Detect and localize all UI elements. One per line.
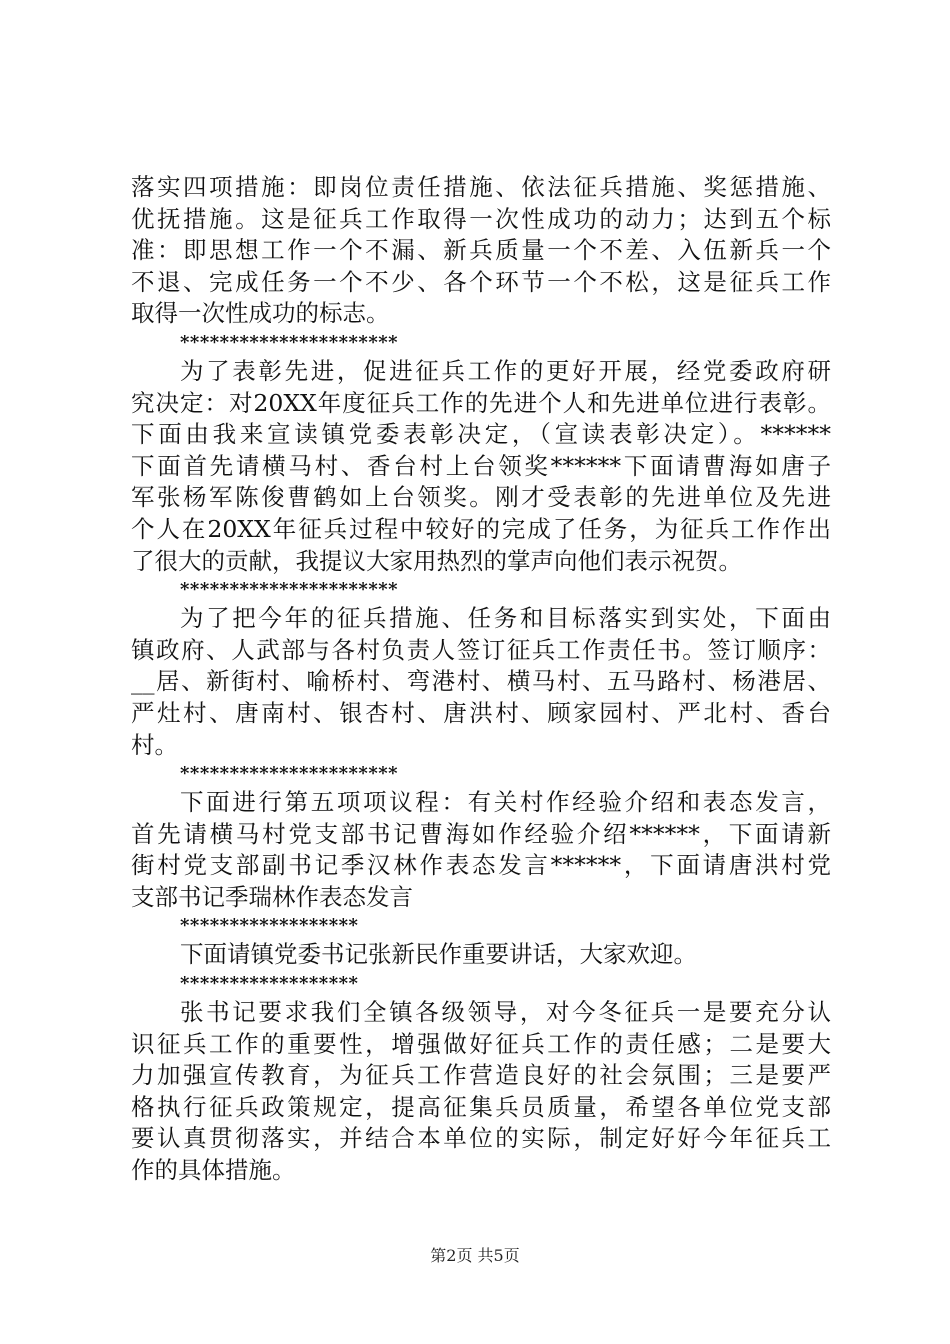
paragraph-line: 准：即思想工作一个不漏、新兵质量一个不差、入伍新兵一个: [131, 236, 831, 265]
paragraph-line: 首先请横马村党支部书记曹海如作经验介绍******，下面请新: [131, 819, 831, 848]
paragraph-line: 严灶村、唐南村、银杏村、唐洪村、顾家园村、严北村、香台: [131, 698, 831, 727]
paragraph-line: 下面进行第五项项议程：有关村作经验介绍和表态发言，: [180, 788, 831, 817]
paragraph-line: 张书记要求我们全镇各级领导，对今冬征兵一是要充分认: [180, 998, 831, 1027]
paragraph-line: 下面由我来宣读镇党委表彰决定，（宣读表彰决定）。******: [131, 420, 831, 449]
paragraph-line: 了很大的贡献，我提议大家用热烈的掌声向他们表示祝贺。: [131, 546, 742, 575]
paragraph: [131, 172, 831, 330]
paragraph-line: 下面请镇党委书记张新民作重要讲话，大家欢迎。: [180, 940, 697, 969]
paragraph-line: 优抚措施。这是征兵工作取得一次性成功的动力；达到五个标: [131, 204, 831, 233]
paragraph-line: 力加强宣传教育，为征兵工作营造良好的社会氛围；三是要严: [131, 1061, 831, 1090]
paragraph: [131, 997, 831, 1187]
paragraph-line: 究决定：对20XX年度征兵工作的先进个人和先进单位进行表彰。: [131, 388, 831, 417]
paragraph: [131, 356, 831, 577]
paragraph: [131, 787, 831, 913]
paragraph-line: 落实四项措施：即岗位责任措施、依法征兵措施、奖惩措施、: [131, 173, 831, 201]
paragraph-line: 识征兵工作的重要性，增强做好征兵工作的责任感；二是要大: [131, 1029, 831, 1058]
paragraph-line: 军张杨军陈俊曹鹤如上台领奖。刚才受表彰的先进单位及先进: [131, 483, 831, 512]
paragraph-line: 村。: [131, 730, 178, 759]
paragraph-line: 下面首先请横马村、香台村上台领奖******下面请曹海如唐子: [131, 451, 831, 480]
paragraph-line: __居、新街村、喻桥村、弯港村、横马村、五马路村、杨港居、: [131, 667, 831, 696]
separator-stars: ******************: [180, 915, 359, 937]
separator-stars: **********************: [180, 579, 399, 601]
separator-stars: **********************: [180, 331, 399, 353]
paragraph-line: 取得一次性成功的标志。: [131, 299, 390, 328]
paragraph-line: 格执行征兵政策规定，提高征集兵员质量，希望各单位党支部: [131, 1092, 831, 1121]
paragraph-line: 支部书记季瑞林作表态发言: [131, 882, 413, 911]
paragraph-line: 要认真贯彻落实，并结合本单位的实际，制定好好今年征兵工: [131, 1124, 831, 1153]
paragraph-line: 为了表彰先进，促进征兵工作的更好开展，经党委政府研: [180, 356, 831, 385]
paragraph-line: 作的具体措施。: [131, 1156, 296, 1185]
paragraph-line: 个人在20XX年征兵过程中较好的完成了任务，为征兵工作作出: [131, 514, 831, 543]
paragraph-line: 街村党支部副书记季汉林作表态发言******，下面请唐洪村党: [131, 851, 831, 880]
paragraph-line: 镇政府、人武部与各村负责人签订征兵工作责任书。签订顺序：: [131, 635, 831, 664]
separator-stars: ******************: [180, 973, 359, 995]
paragraph-line: 为了把今年的征兵措施、任务和目标落实到实处，下面由: [180, 604, 831, 633]
paragraph: [131, 939, 831, 971]
document-body: [131, 172, 831, 1187]
separator-stars: **********************: [180, 763, 399, 785]
paragraph: [131, 603, 831, 761]
page-footer: 第2页 共5页: [430, 1246, 520, 1265]
paragraph-line: 不退、完成任务一个不少、各个环节一个不松，这是征兵工作: [131, 267, 831, 296]
